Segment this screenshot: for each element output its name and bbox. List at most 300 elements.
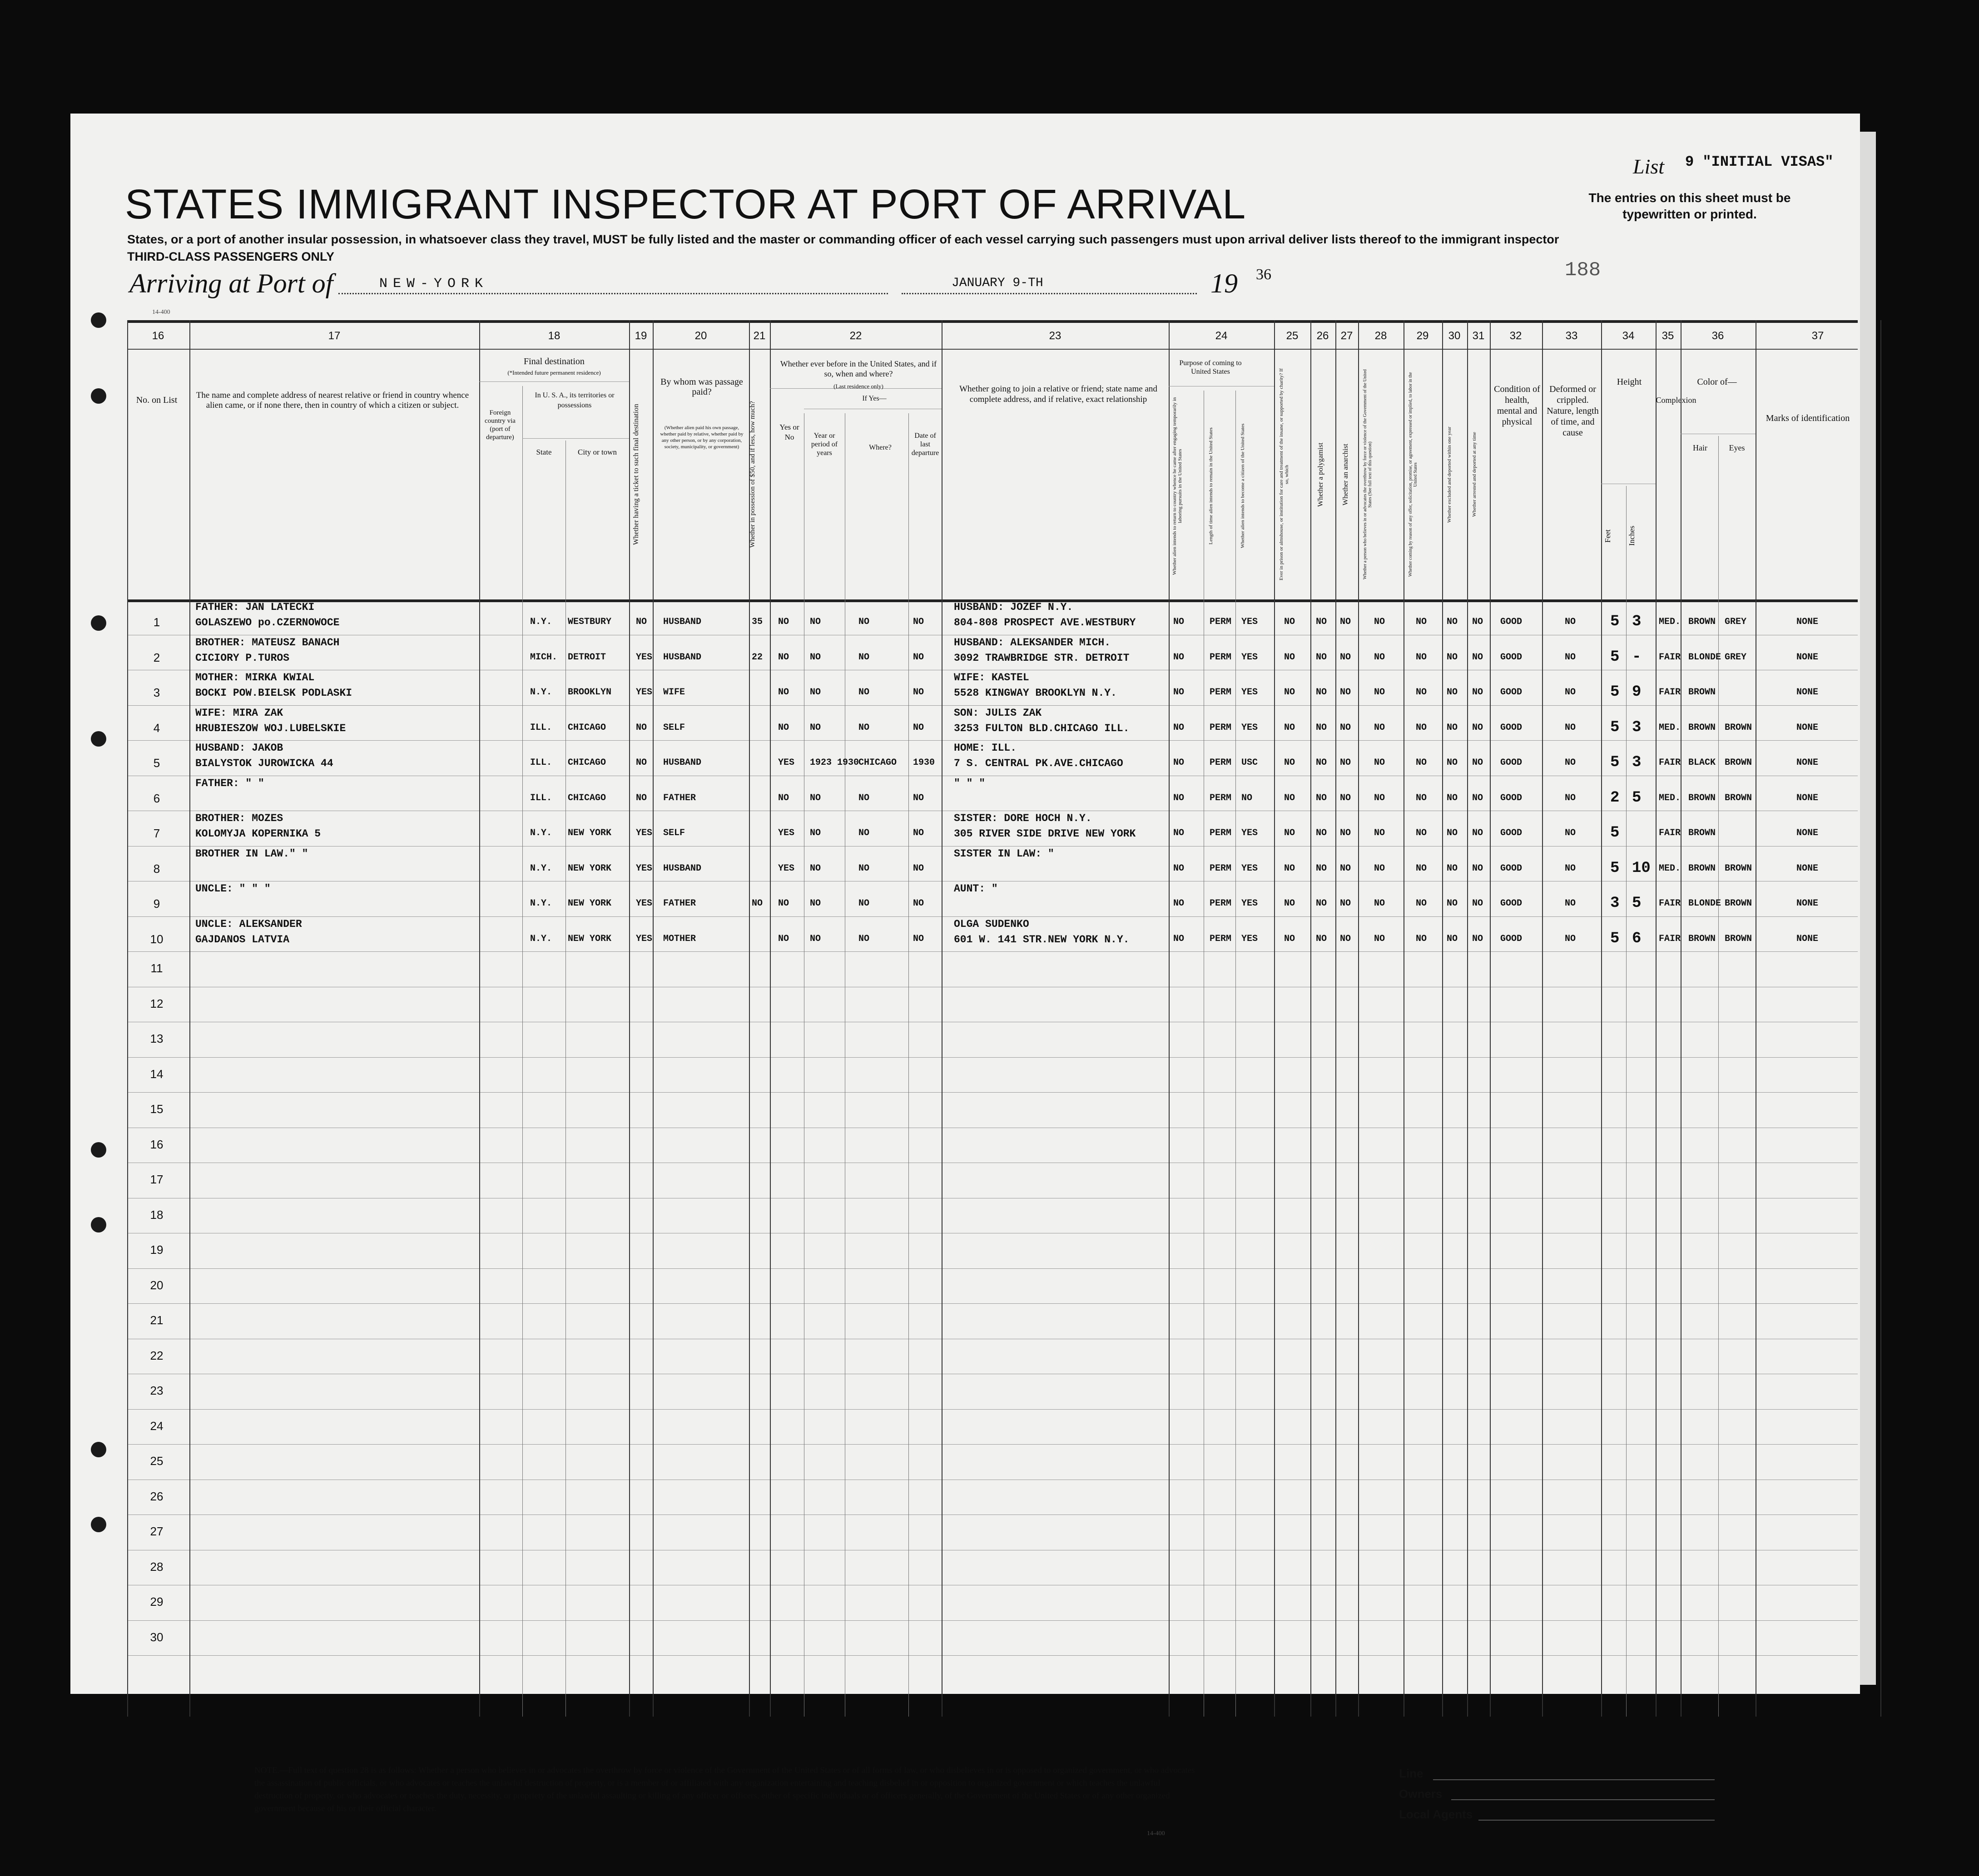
height-feet: 5 [1610,930,1620,947]
row-number: 17 [150,1173,164,1186]
col31-header: Whether arrested and deported at any time [1472,432,1477,517]
height-inches: 5 [1632,789,1642,807]
prison-cell: NO [1284,617,1295,627]
purpose-return: NO [1173,722,1185,733]
owners-field [1451,1799,1715,1800]
column-rule [1358,320,1359,1717]
col20-sub: (Whether alien paid his own passage, whether paid by relative, whether paid by any other person, or by any corporation, society, municipality, or government) [660,425,744,450]
purpose-length: PERM [1210,933,1232,944]
relative-name: BROTHER: MATEUSZ BANACH [195,636,340,648]
arriving-label: Arriving at Port of [129,268,333,298]
complexion-cell: FAIR [1659,687,1681,698]
marks-cell: NONE [1796,863,1819,874]
passage-paid-by: HUSBAND [663,757,702,768]
health-cell: GOOD [1500,652,1523,663]
join-relative: SISTER IN LAW: " [954,847,1054,860]
local-agents-label: Local Agents [1399,1807,1473,1821]
hair-color: BROWN [1688,828,1716,838]
page-title: STATES IMMIGRANT INSPECTOR AT PORT OF ARRIVAL [125,181,1246,228]
ticket-cell: NO [636,792,647,803]
ticket-cell: NO [636,722,647,733]
anarchist-cell: NO [1340,687,1351,698]
punch-hole [91,1442,106,1457]
destination-city: NEW YORK [568,933,612,944]
labor-offer-cell: NO [1416,863,1427,874]
subcolumn-rule [522,386,523,1717]
relative-name: MOTHER: MIRKA KWIAL [195,672,315,683]
prison-cell: NO [1284,652,1295,663]
years-cell: NO [810,828,821,838]
punch-hole [91,1517,106,1532]
destination-city: NEW YORK [568,828,612,838]
join-address: 601 W. 141 STR.NEW YORK N.Y. [954,933,1130,945]
col26-header: Whether a polygamist [1317,442,1324,507]
complexion-cell: MED. [1659,863,1681,874]
height-feet: 5 [1610,648,1620,666]
year-suffix: 36 [1256,266,1271,283]
deported-cell: NO [1472,687,1483,698]
subcolumn-rule [1718,436,1719,1717]
where-cell: NO [858,652,870,663]
deformed-cell: NO [1565,757,1576,768]
deformed-cell: NO [1565,933,1576,944]
year-prefix: 19 [1210,268,1238,298]
hair-color: BROWN [1688,617,1716,627]
height-feet: 3 [1610,895,1620,912]
departure-date-cell: NO [913,933,924,944]
purpose-citizen: YES [1241,687,1258,698]
labor-offer-cell: NO [1416,828,1427,838]
excluded-cell: NO [1447,792,1458,803]
health-cell: GOOD [1500,863,1523,874]
deformed-cell: NO [1565,792,1576,803]
relative-address: BIALYSTOK JUROWICKA 44 [195,757,333,769]
prison-cell: NO [1284,687,1295,698]
overthrow-cell: NO [1374,722,1385,733]
hair-color: BROWN [1688,933,1716,944]
where-cell: NO [858,863,870,874]
departure-date-cell: NO [913,722,924,733]
eye-color: BROWN [1725,933,1752,944]
health-cell: GOOD [1500,933,1523,944]
destination-state: N.Y. [530,898,552,909]
destination-state: N.Y. [530,863,552,874]
eye-color: BROWN [1725,863,1752,874]
join-relative: AUNT: " [954,883,998,895]
destination-state: N.Y. [530,617,552,627]
overthrow-cell: NO [1374,828,1385,838]
prison-cell: NO [1284,792,1295,803]
column-number-37: 37 [1811,330,1824,342]
column-rule [1656,320,1657,1717]
column-rule [479,320,480,1717]
hair-color: BROWN [1688,687,1716,698]
purpose-citizen: YES [1241,617,1258,627]
departure-date-cell: 1930 [913,757,935,768]
destination-state: N.Y. [530,687,552,698]
col18-city-header: City or town [578,448,617,456]
eye-color: GREY [1725,617,1747,627]
destination-state: MICH. [530,652,558,663]
purpose-return: NO [1173,652,1185,663]
column-number-30: 30 [1448,330,1461,342]
purpose-return: NO [1173,757,1185,768]
labor-offer-cell: NO [1416,898,1427,909]
punch-hole [91,312,106,328]
anarchist-cell: NO [1340,933,1351,944]
health-cell: GOOD [1500,792,1523,803]
labor-offer-cell: NO [1416,722,1427,733]
passage-paid-by: HUSBAND [663,617,702,627]
purpose-return: NO [1173,687,1185,698]
ticket-cell: YES [636,933,653,944]
row-rule [127,1057,1858,1058]
destination-state: N.Y. [530,933,552,944]
passage-paid-by: FATHER [663,898,696,909]
col32-header: Condition of health, mental and physical [1494,384,1540,427]
prison-cell: NO [1284,863,1295,874]
relative-name: FATHER: " " [195,777,264,789]
destination-state: N.Y. [530,828,552,838]
join-relative: HUSBAND: ALEKSANDER MICH. [954,636,1111,648]
row-rule [127,740,1858,741]
punch-hole [91,1142,106,1158]
relative-address: CICIORY P.TUROS [195,652,290,664]
relative-name: HUSBAND: JAKOB [195,742,283,754]
relative-name: UNCLE: ALEKSANDER [195,918,302,930]
destination-state: ILL. [530,722,552,733]
before-us-cell: NO [778,792,789,803]
column-rule [1335,320,1336,1717]
local-agents-field [1478,1820,1715,1821]
join-address: 5528 KINGWAY BROOKLYN N.Y. [954,687,1117,699]
passage-paid-by: HUSBAND [663,863,702,874]
row-number: 9 [153,897,160,911]
purpose-return: NO [1173,828,1185,838]
prison-cell: NO [1284,757,1295,768]
column-number-20: 20 [694,330,707,342]
polygamist-cell: NO [1316,792,1327,803]
column-rule [1310,320,1311,1717]
deported-cell: NO [1472,722,1483,733]
column-number-32: 32 [1509,330,1522,342]
money-cell: NO [752,898,763,909]
row-number: 29 [150,1595,164,1609]
marks-cell: NONE [1796,687,1819,698]
before-us-cell: YES [778,757,795,768]
hair-color: BLACK [1688,757,1716,768]
height-feet: 5 [1610,824,1620,841]
row-number: 18 [150,1208,164,1222]
hair-color: BROWN [1688,863,1716,874]
relative-name: BROTHER IN LAW." " [195,847,308,860]
column-rule [770,320,771,1717]
overthrow-cell: NO [1374,617,1385,627]
passage-paid-by: WIFE [663,687,685,698]
height-inches: 6 [1632,930,1642,947]
subcolumn-rule [1626,486,1627,1717]
passage-paid-by: MOTHER [663,933,696,944]
deformed-cell: NO [1565,828,1576,838]
marks-cell: NONE [1796,722,1819,733]
labor-offer-cell: NO [1416,757,1427,768]
punch-hole [91,1217,106,1233]
deported-cell: NO [1472,652,1483,663]
column-number-26: 26 [1316,330,1329,342]
where-cell: CHICAGO [858,757,897,768]
header-rule [522,438,629,439]
row-rule [127,1409,1858,1410]
complexion-cell: MED. [1659,617,1681,627]
before-us-cell: NO [778,933,789,944]
row-number: 22 [150,1348,164,1362]
row-number: 5 [153,756,160,770]
relative-address: KOLOMYJA KOPERNIKA 5 [195,828,321,840]
purpose-citizen: NO [1241,792,1253,803]
before-us-cell: NO [778,898,789,909]
purpose-citizen: USC [1241,757,1258,768]
column-number-28: 28 [1374,330,1387,342]
overthrow-cell: NO [1374,933,1385,944]
deformed-cell: NO [1565,687,1576,698]
col18-foreign-header: Foreign country via (port of departure) [485,409,516,441]
col18-group-header: Final destination [524,356,585,366]
polygamist-cell: NO [1316,652,1327,663]
join-relative: SON: JULIS ZAK [954,707,1042,719]
marks-cell: NONE [1796,792,1819,803]
line-label: Line [1399,1767,1423,1780]
years-cell: NO [810,687,821,698]
column-rule [1490,320,1491,1717]
arrival-date: JANUARY 9-TH [952,276,1043,290]
ticket-cell: NO [636,617,647,627]
marks-cell: NONE [1796,617,1819,627]
passage-paid-by: FATHER [663,792,696,803]
column-rule [1880,320,1881,1717]
departure-date-cell: NO [913,617,924,627]
marks-cell: NONE [1796,933,1819,944]
column-rule [1467,320,1468,1717]
col24c-header: Whether alien intends to become a citizen of the United States [1240,423,1245,549]
purpose-length: PERM [1210,687,1232,698]
join-relative: OLGA SUDENKO [954,918,1029,930]
height-inches: 10 [1632,859,1651,877]
owners-label: Owners [1399,1787,1443,1801]
row-rule [127,1268,1858,1269]
excluded-cell: NO [1447,617,1458,627]
row-number: 10 [150,932,164,946]
height-inches: 3 [1632,613,1642,630]
complexion-cell: FAIR [1659,898,1681,909]
years-cell: NO [810,898,821,909]
row-rule [127,1655,1858,1656]
col35-header: Complexion [1656,396,1696,405]
column-rule [189,320,190,1717]
departure-date-cell: NO [913,687,924,698]
relative-address: HRUBIESZOW WOJ.LUBELSKIE [195,722,346,734]
col21-header: Whether in possession of $50, and if less, how much? [749,401,756,548]
col22-group-sub: (Last residence only) [833,383,883,390]
row-number: 1 [153,615,160,629]
deported-cell: NO [1472,828,1483,838]
purpose-length: PERM [1210,757,1232,768]
departure-date-cell: NO [913,652,924,663]
row-number: 13 [150,1032,164,1045]
row-number: 21 [150,1313,164,1327]
col23-header: Whether going to join a relative or friend; state name and complete address, and if relative, exact relationship [959,384,1157,404]
polygamist-cell: NO [1316,898,1327,909]
hair-color: BLONDE [1688,652,1721,663]
col34-feet-header: Feet [1603,529,1612,543]
marks-cell: NONE [1796,652,1819,663]
years-cell: NO [810,722,821,733]
years-cell: NO [810,652,821,663]
polygamist-cell: NO [1316,617,1327,627]
column-number-24: 24 [1215,330,1228,342]
overthrow-cell: NO [1374,863,1385,874]
anarchist-cell: NO [1340,792,1351,803]
deported-cell: NO [1472,757,1483,768]
overthrow-cell: NO [1374,652,1385,663]
col22-years-header: Year or period of years [811,432,838,457]
health-cell: GOOD [1500,898,1523,909]
relative-address: GAJDANOS LATVIA [195,933,290,945]
column-rule [1274,320,1275,1717]
destination-city: CHICAGO [568,792,606,803]
row-rule [127,1092,1858,1093]
passage-paid-by: HUSBAND [663,652,702,663]
row-number: 26 [150,1489,164,1503]
instructions-line: States, or a port of another insular possession, in whatsoever class they travel, MUST be fully listed and the master or commanding officer of each vessel carrying such passengers must upon arrival deliver lists thereof to the immigrant inspector [127,233,1559,246]
col24b-header: Length of time alien intends to remain in the United States [1208,427,1214,544]
health-cell: GOOD [1500,828,1523,838]
prison-cell: NO [1284,898,1295,909]
destination-city: WESTBURY [568,617,612,627]
row-number: 25 [150,1454,164,1468]
column-number-19: 19 [635,330,647,342]
excluded-cell: NO [1447,828,1458,838]
join-relative: WIFE: KASTEL [954,672,1029,683]
polygamist-cell: NO [1316,828,1327,838]
col18-state-header: State [536,448,552,456]
column-rule [1169,320,1170,1717]
anarchist-cell: NO [1340,898,1351,909]
date-line [902,293,1197,294]
hair-color: BLONDE [1688,898,1721,909]
subcolumn-rule [908,413,909,1717]
polygamist-cell: NO [1316,722,1327,733]
height-feet: 2 [1610,789,1620,807]
purpose-length: PERM [1210,652,1232,663]
join-relative: HOME: ILL. [954,742,1017,754]
column-rule [1442,320,1443,1717]
passage-paid-by: SELF [663,722,685,733]
complexion-cell: MED. [1659,722,1681,733]
join-relative: SISTER: DORE HOCH N.Y. [954,812,1092,824]
labor-offer-cell: NO [1416,933,1427,944]
health-cell: GOOD [1500,757,1523,768]
col36-group-header: Color of— [1697,377,1737,387]
complexion-cell: MED. [1659,792,1681,803]
eye-color: BROWN [1725,757,1752,768]
port-line [338,293,888,294]
row-number: 15 [150,1102,164,1116]
join-address: 7 S. CENTRAL PK.AVE.CHICAGO [954,757,1123,769]
ticket-cell: YES [636,898,653,909]
height-feet: 5 [1610,613,1620,630]
col18-usa-header: In U. S. A., its territories or possessions [535,391,615,409]
purpose-citizen: YES [1241,652,1258,663]
years-cell: NO [810,617,821,627]
hair-color: BROWN [1688,792,1716,803]
row-number: 23 [150,1384,164,1397]
purpose-length: PERM [1210,792,1232,803]
departure-date-cell: NO [913,898,924,909]
deported-cell: NO [1472,898,1483,909]
deformed-cell: NO [1565,722,1576,733]
col27-header: Whether an anarchist [1342,444,1349,505]
prison-cell: NO [1284,933,1295,944]
row-number: 30 [150,1630,164,1644]
eye-color: BROWN [1725,722,1752,733]
purpose-citizen: YES [1241,863,1258,874]
form-number: 14-400 [152,309,170,316]
row-number: 24 [150,1419,164,1433]
health-cell: GOOD [1500,687,1523,698]
labor-offer-cell: NO [1416,792,1427,803]
years-cell: NO [810,792,821,803]
departure-date-cell: NO [913,828,924,838]
ticket-cell: NO [636,757,647,768]
join-address: 3253 FULTON BLD.CHICAGO ILL. [954,722,1130,734]
row-number: 8 [153,861,160,876]
row-number: 7 [153,827,160,840]
purpose-length: PERM [1210,863,1232,874]
height-inches: - [1632,648,1642,666]
before-us-cell: NO [778,687,789,698]
column-number-35: 35 [1662,330,1674,342]
col30-header: Whether excluded and deported within one year [1447,426,1452,523]
deformed-cell: NO [1565,898,1576,909]
purpose-citizen: YES [1241,722,1258,733]
excluded-cell: NO [1447,863,1458,874]
complexion-cell: FAIR [1659,757,1681,768]
prison-cell: NO [1284,828,1295,838]
row-rule [127,705,1858,706]
column-number-36: 36 [1711,330,1724,342]
destination-city: CHICAGO [568,757,606,768]
purpose-return: NO [1173,933,1185,944]
rule-colnum [127,349,1858,350]
row-number: 11 [150,961,163,975]
col37-header: Marks of identification [1766,413,1850,423]
col22-where-header: Where? [869,444,892,451]
destination-city: DETROIT [568,652,606,663]
where-cell: NO [858,687,870,698]
height-feet: 5 [1610,859,1620,877]
row-rule [127,916,1858,917]
purpose-return: NO [1173,792,1185,803]
row-rule [127,1620,1858,1621]
col36-hair-header: Hair [1693,443,1707,452]
col24a-header: Whether alien intends to return to country whence he came after engaging temporarily in laboring pursuits in the United States [1172,397,1183,575]
list-number: 9 "INITIAL VISAS" [1685,153,1834,170]
height-inches: 3 [1632,718,1642,736]
col22-yesno-header: Yes or No [779,423,799,441]
where-cell: NO [858,722,870,733]
labor-offer-cell: NO [1416,652,1427,663]
purpose-return: NO [1173,863,1185,874]
